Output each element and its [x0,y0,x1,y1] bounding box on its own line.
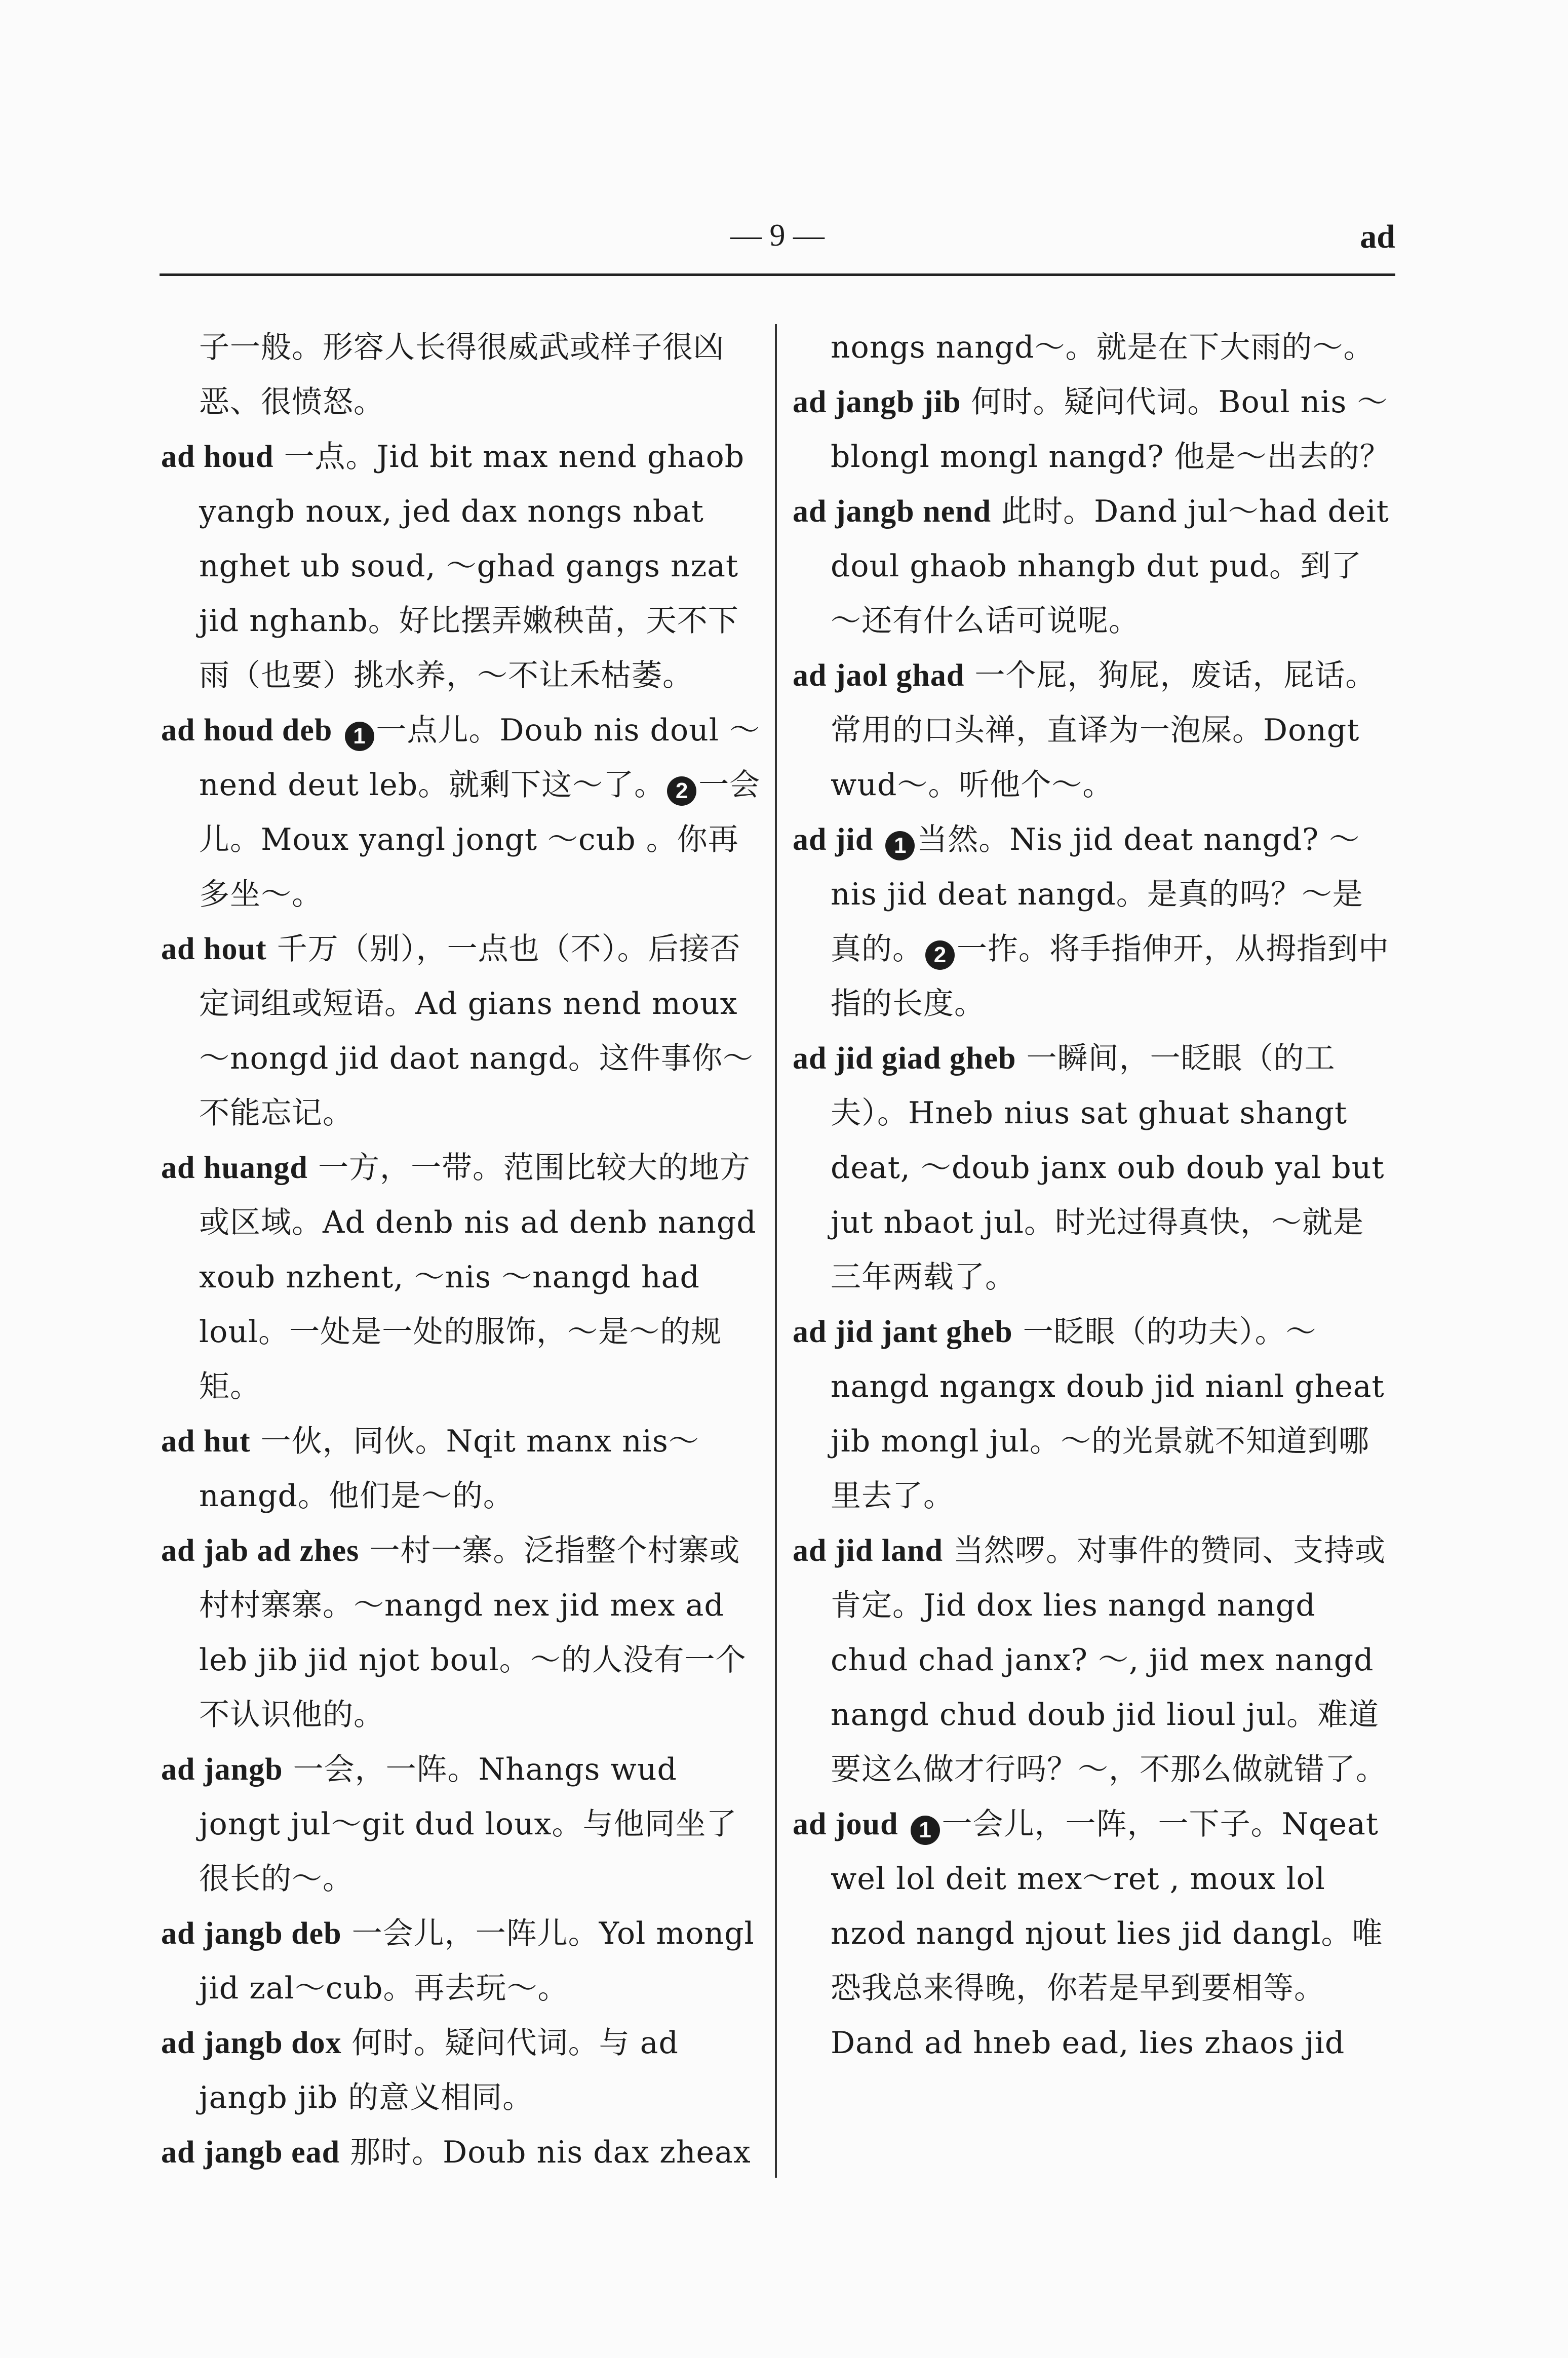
left-column [161,320,761,2180]
entry [161,2125,761,2180]
headword: ad jab ad zhes [161,1534,360,1568]
header-rule [160,273,1395,276]
definition: 一伙，同伙。Nqit manx nis～nangd。他们是～的。 [199,1424,699,1514]
headword: ad jid giad gheb [793,1041,1016,1076]
sense-number-badge: 1 [885,831,915,860]
entry [161,2016,761,2125]
entry [161,1742,761,1906]
definition: 一瞬间，一眨眼（的工夫）。Hneb nius sat ghuat shangt deat, ～doub janx oub doub yal but jut nbaot jul。时光过得真快，～就是三年两载了。 [831,1041,1385,1295]
entry [793,375,1393,484]
sense-number-badge: 2 [667,776,696,806]
headword: ad jangb nend [793,494,992,529]
entry [793,1797,1393,2070]
headword: ad jangb deb [161,1916,342,1951]
page-header [160,213,1395,273]
entry-continuation: nongs nangd～。就是在下大雨的～。 [831,330,1375,365]
definition: 一村一寨。泛指整个村寨或村村寨寨。～nangd nex jid mex ad leb jib jid njot boul。～的人没有一个不认识他的。 [199,1533,747,1733]
entry [161,1141,761,1414]
headword: ad jid land [793,1534,944,1568]
definition: 一个屁，狗屁，废话，屁话。常用的口头禅，直译为一泡屎。Dongt wud～。听他个～。 [831,658,1377,803]
definition: 千万（别），一点也（不）。后接否定词组或短语。Ad gians nend moux～nongd jid daot nangd。这件事你～不能忘记。 [199,931,754,1131]
sense-number-badge: 2 [925,940,955,970]
right-column [793,320,1393,2070]
page-number: — 9 — [730,218,825,253]
definition: 一方，一带。范围比较大的地方或区域。Ad denb nis ad denb nangd xoub nzhent, ～nis ～nangd had loul。一处是一处的服饰，～是～的规矩。 [199,1150,757,1404]
entry [793,812,1393,1031]
headword: ad hout [161,932,267,966]
headword: ad jangb jib [793,385,961,419]
headword: ad joud [793,1807,898,1841]
entry [793,1031,1393,1305]
entry [793,484,1393,648]
entry [793,1305,1393,1523]
entry [161,922,761,1141]
entry [161,1523,761,1742]
entry [161,1906,761,2016]
definition: 一会，一阵。Nhangs wud jongt jul～git dud loux。与他同坐了很长的～。 [199,1752,737,1897]
entry [161,429,761,703]
definition: 何时。疑问代词。与 ad jangb jib 的意义相同。 [199,2025,679,2115]
headword: ad jaol ghad [793,658,965,693]
definition: 一点儿。Doub nis doul ～nend deut leb。就剩下这～了。 [199,713,760,803]
definition: 当然。Nis jid deat nangd? ～nis jid deat nangd。是真的吗？～是真的。 [831,822,1363,967]
entry [161,1414,761,1523]
headword: ad jangb ead [161,2135,340,2170]
entry [793,1523,1393,1797]
headword: ad houd deb [161,713,333,748]
headword: ad houd [161,440,274,474]
headword: ad jid [793,822,874,857]
entry [793,648,1393,812]
headword: ad jangb dox [161,2026,342,2060]
definition: 那时。Doub nis dax zheax [340,2135,751,2170]
sense-number-badge: 1 [345,722,374,751]
definition: 此时。Dand jul～had deit doul ghaob nhangb dut pud。到了～还有什么话可说呢。 [831,494,1389,639]
column-divider [775,324,777,2178]
headword: ad hut [161,1424,251,1459]
definition: 何时。疑问代词。Boul nis ～blongl mongl nangd? 他是～出去的？ [831,384,1391,475]
entry-continuation: 子一般。形容人长得很威武或样子很凶恶、很愤怒。 [199,330,724,420]
definition: 一会儿，一阵，一下子。Nqeat wel lol deit mex～ret , moux lol nzod nangd njout lies jid dangl。唯恐我总来得晚，你若是早到要相等。Dand ad hneb ead, lies zhaos jid [831,1806,1383,2061]
definition: 一会儿，一阵儿。Yol mongl jid zal～cub。再去玩～。 [199,1916,755,2006]
definition: 当然啰。对事件的赞同、支持或肯定。Jid dox lies nangd nangd chud chad janx? ～, jid mex nangd nangd chud doub jid lioul jul。难道要这么做才行吗？～，不那么做就错了。 [831,1533,1387,1787]
definition: 一眨眼（的功夫）。～nangd ngangx doub jid nianl gheat jib mongl jul。～的光景就不知道到哪里去了。 [831,1314,1385,1514]
sense-number-badge: 1 [911,1816,940,1845]
definition: 一拃。将手指伸开，从拇指到中指的长度。 [831,931,1389,1021]
headword: ad huangd [161,1151,308,1185]
definition: 一会儿。Moux yangl jongt ～cub 。你再多坐～。 [199,767,761,912]
headword: ad jangb [161,1752,283,1787]
headword: ad jid jant gheb [793,1315,1013,1349]
entry [161,703,761,922]
guide-word: ad [1360,218,1395,255]
definition: 一点。Jid bit max nend ghaob yangb noux, jed dax nongs nbat nghet ub soud, ～ghad gangs nzat jid nghanb。好比摆弄嫩秧苗，天不下雨（也要）挑水养，～不让禾枯萎。 [199,439,745,693]
